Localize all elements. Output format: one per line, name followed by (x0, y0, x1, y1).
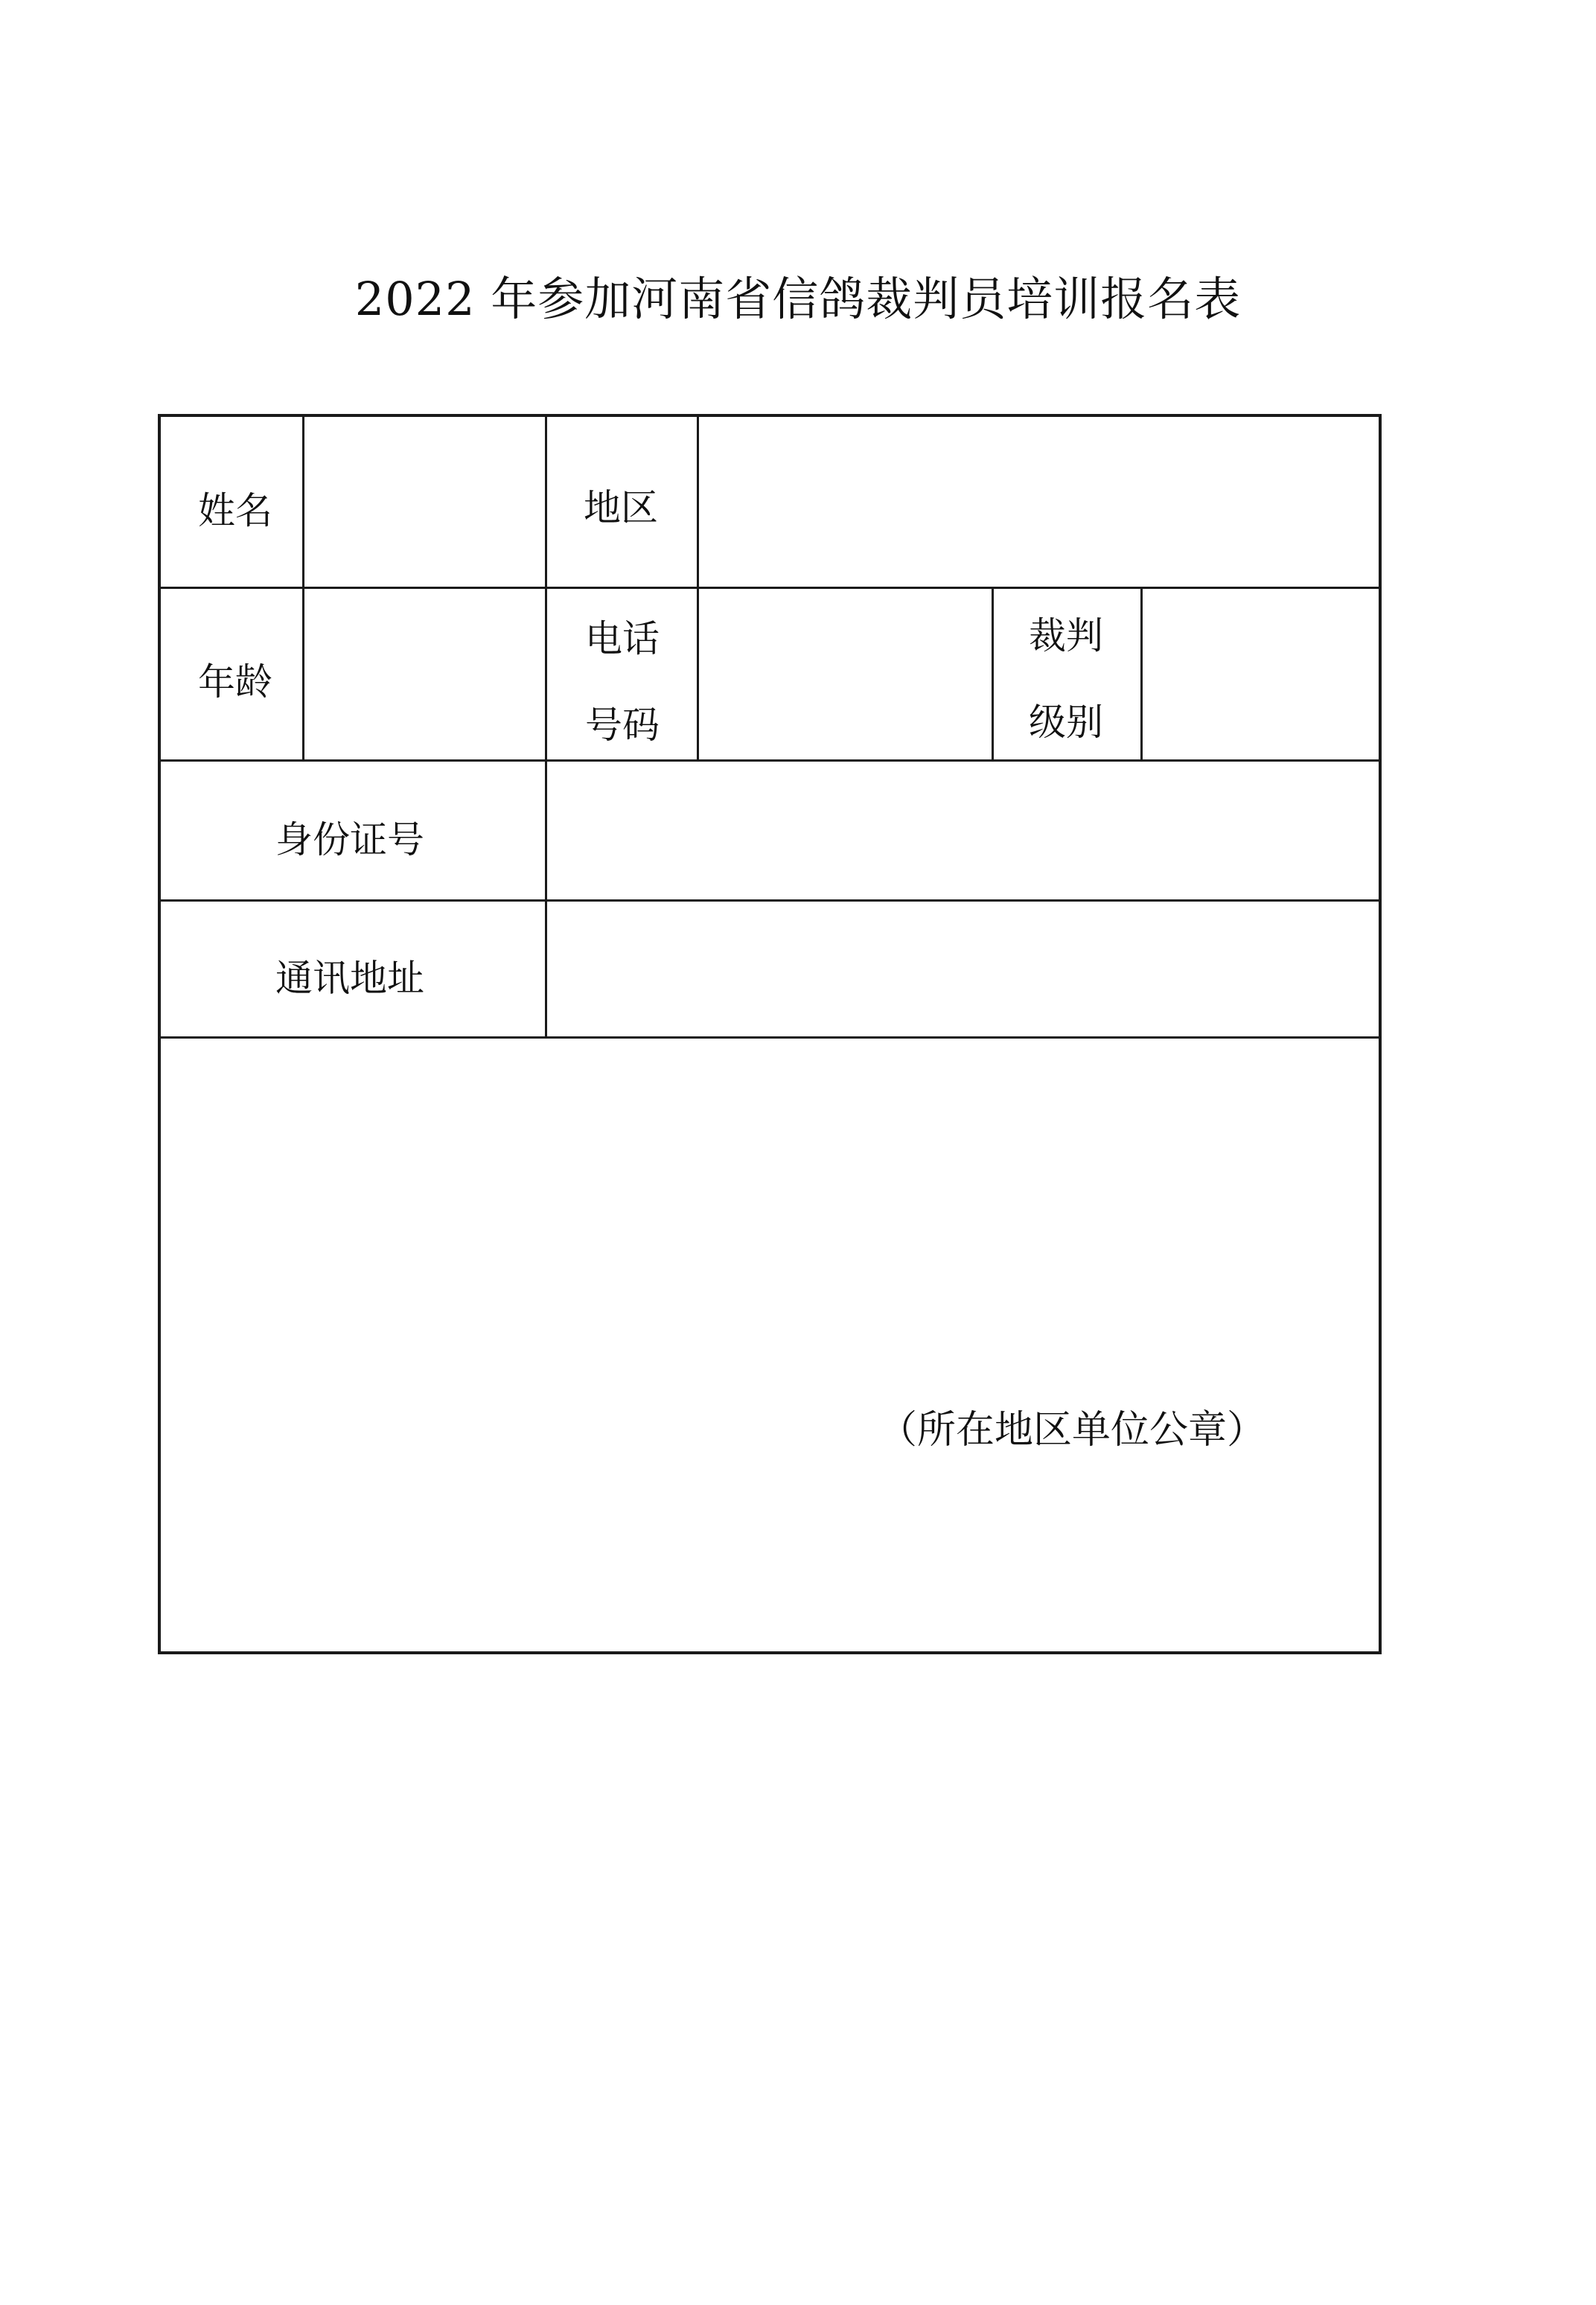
col-divider-label2 (697, 417, 699, 759)
col-divider-phone-end (992, 587, 994, 759)
row-divider-3 (161, 899, 1379, 902)
region-field[interactable] (701, 417, 1377, 585)
address-label: 通讯地址 (275, 957, 424, 1000)
stamp-note: （所在地区单位公章） (878, 1408, 1266, 1453)
referee-level-field[interactable] (1145, 590, 1377, 758)
age-field[interactable] (307, 590, 543, 758)
col-divider-a (545, 417, 547, 1036)
phone-label-line2: 号码 (585, 704, 660, 747)
id-number-label: 身份证号 (275, 818, 424, 861)
document-title: 2022 年参加河南省信鸽裁判员培训报名表 (354, 272, 1242, 326)
col-divider-level-label (1140, 587, 1143, 759)
name-field[interactable] (307, 417, 543, 585)
referee-level-label-line2: 级别 (1029, 701, 1103, 744)
phone-label-line1: 电话 (585, 617, 660, 660)
registration-form-table (158, 414, 1382, 1654)
name-label: 姓名 (198, 489, 272, 532)
row-divider-2 (161, 759, 1379, 762)
stamp-area (161, 1039, 1379, 1651)
age-label: 年龄 (198, 660, 272, 704)
address-field[interactable] (549, 902, 1377, 1035)
phone-field[interactable] (701, 590, 990, 758)
id-number-field[interactable] (549, 762, 1377, 898)
row-divider-1 (161, 587, 1379, 589)
row-divider-4 (161, 1036, 1379, 1039)
region-label: 地区 (584, 486, 658, 529)
referee-level-label-line1: 裁判 (1029, 614, 1103, 657)
col-divider-label1 (302, 417, 304, 759)
